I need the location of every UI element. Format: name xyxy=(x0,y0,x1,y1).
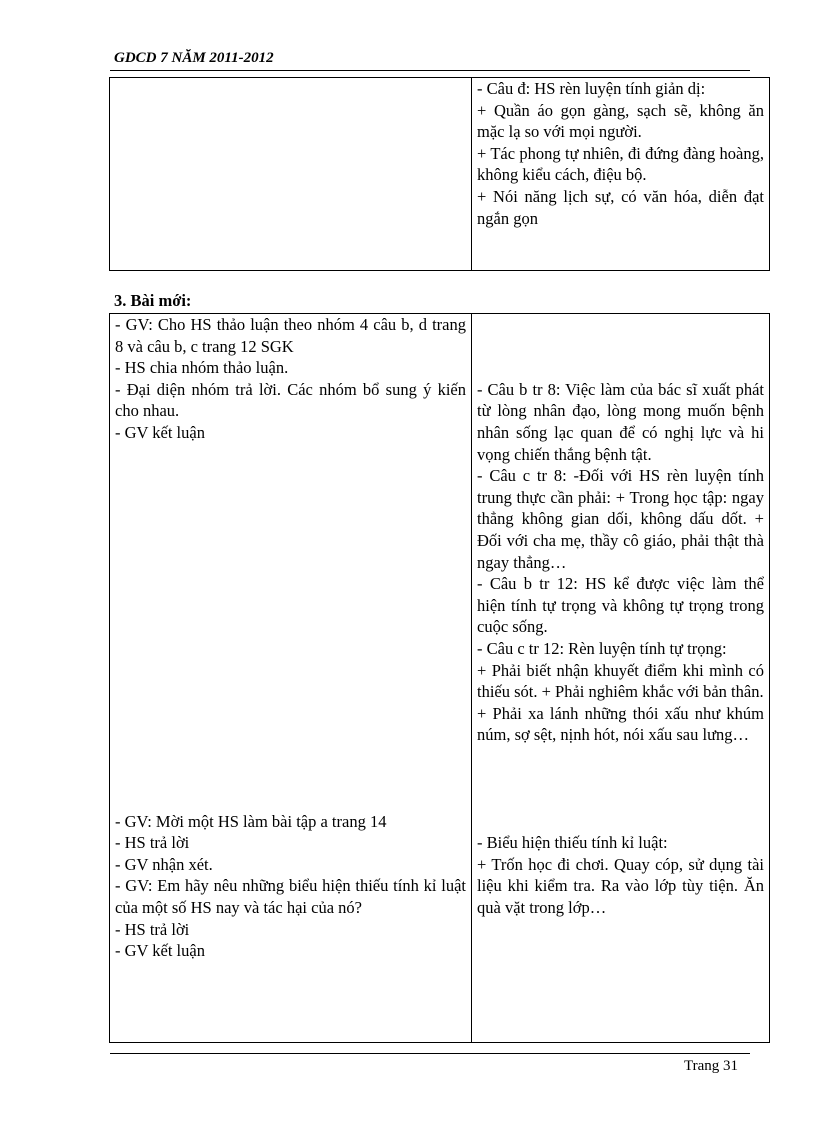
top-table-left-cell xyxy=(110,78,472,271)
text-line: - HS chia nhóm thảo luận. xyxy=(115,358,289,378)
text-line: - GV kết luận xyxy=(115,941,205,961)
text-line: + Quần áo gọn gàng, sạch sẽ, không ăn mặc lạ so với mọi người. xyxy=(477,100,764,142)
main-table xyxy=(109,313,770,1043)
text-line: + Phải biết nhận khuyết điểm khi mình có thiếu sót. + Phải nghiêm khắc với bản thân. xyxy=(477,660,764,702)
text-line: - Câu b tr 8: Việc làm của bác sĩ xuất phát từ lòng nhân đạo, lòng mong muốn bệnh nhân sống lạc quan để có nghị lực và hi vọng chiến thắng bệnh tật. xyxy=(477,379,764,464)
text-line: - Câu b tr 12: HS kể được việc làm thể hiện tính tự trọng và không tự trọng trong cuộc sống. xyxy=(477,574,764,637)
main-table-right-cell xyxy=(472,314,770,1043)
text-line: - HS trả lời xyxy=(115,919,190,939)
footer-rule xyxy=(110,1053,750,1054)
text-line: - GV kết luận xyxy=(115,422,205,442)
page-header-title: GDCD 7 NĂM 2011-2012 xyxy=(114,50,274,66)
section-title: 3. Bài mới: xyxy=(114,291,192,310)
top-table xyxy=(109,77,770,271)
text-line: + Tác phong tự nhiên, đi đứng đàng hoàng, không kiểu cách, điệu bộ. xyxy=(477,143,764,185)
text-line: - Đại diện nhóm trả lời. Các nhóm bổ sung ý kiến cho nhau. xyxy=(115,379,466,421)
text-line: - Câu c tr 12: Rèn luyện tính tự trọng: xyxy=(477,638,727,658)
text-line: - Biểu hiện thiếu tính kỉ luật: xyxy=(477,833,668,853)
text-line: - GV: Em hãy nêu những biểu hiện thiếu tính kỉ luật của một số HS nay và tác hại của nó? xyxy=(115,876,466,918)
text-line: + Phải xa lánh những thói xấu như khúm núm, sợ sệt, nịnh hót, nói xấu sau lưng… xyxy=(477,703,764,745)
text-line: + Trốn học đi chơi. Quay cóp, sử dụng tài liệu khi kiểm tra. Ra vào lớp tùy tiện. Ăn quà vặt trong lớp… xyxy=(477,854,764,918)
text-line: - Câu đ: HS rèn luyện tính giản dị: xyxy=(477,79,706,98)
text-line: - GV: Mời một HS làm bài tập a trang 14 xyxy=(115,811,387,831)
header-rule xyxy=(110,70,750,71)
table-row xyxy=(110,314,770,1043)
text-line: - GV: Cho HS thảo luận theo nhóm 4 câu b, d trang 8 và câu b, c trang 12 SGK xyxy=(115,315,466,356)
top-table-right-cell xyxy=(472,78,770,271)
page-number: Trang 31 xyxy=(683,1058,738,1074)
text-line: - Câu c tr 8: -Đối với HS rèn luyện tính trung thực cần phải: + Trong học tập: ngay thẳng không gian dối, không dấu dốt. + Đối với cha mẹ, thầy cô giáo, phải thật thà ngay thẳng… xyxy=(477,466,764,572)
text-line: + Nói năng lịch sự, có văn hóa, diễn đạt ngắn gọn xyxy=(477,186,764,228)
main-table-left-cell xyxy=(110,314,472,1043)
text-line: - GV nhận xét. xyxy=(115,854,213,874)
text-line: - HS trả lời xyxy=(115,833,190,853)
table-row xyxy=(110,78,770,271)
